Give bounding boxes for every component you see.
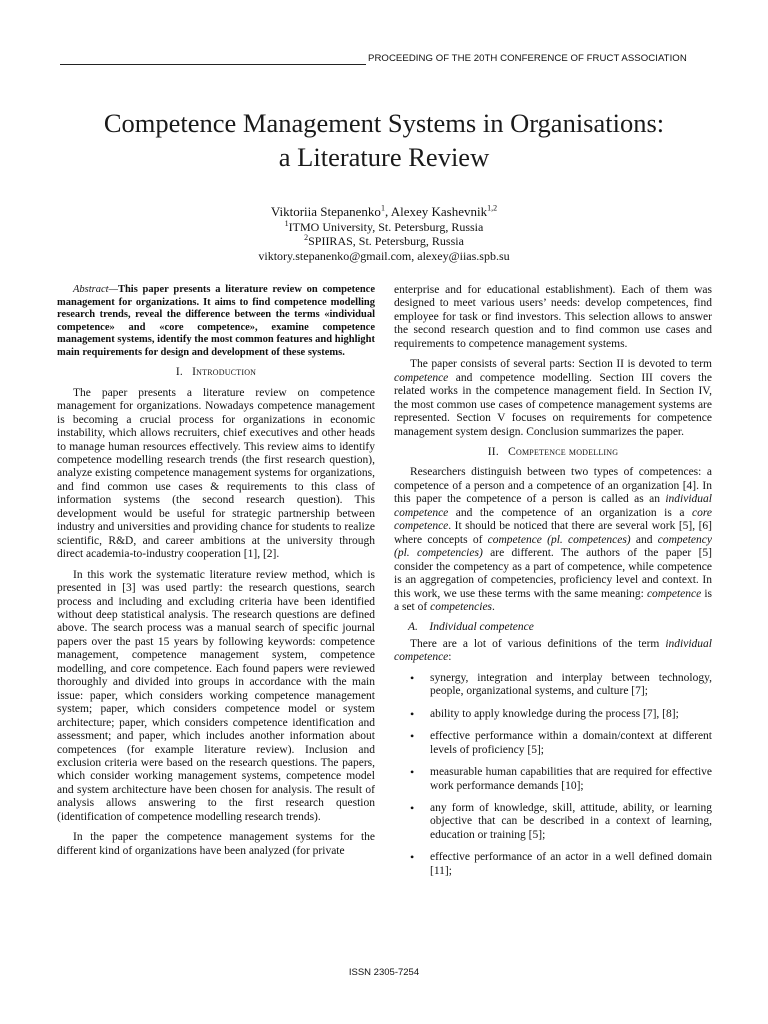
author-line (100, 205, 668, 220)
text-run: There are a lot of various definitions of the term (410, 637, 666, 650)
text-run: is a set of (394, 587, 713, 613)
paragraph: In this work the systematic literature review method, which is presented in [3] was used partly: the research questions, search process and including and excluding criteria have been identified without deep statistical analysis. The research questions are defined above. The search process was a manual search of specific journal papers over the past 15 years by following keywords: competence management, competence management system, competence modelling, and core competence. Each found papers were reviewed thoroughly and divided into groups in accordance with the main issue: paper, which considers working competence management system; paper, which considers competence model or system architecture; paper, which considers competence identification and assessment; and paper, which includes another information about competences (for example literature review). Inclusion and exclusion criteria were based on the research questions. The papers, which consider working management systems, competence model and system architecture have been chosen for analysis. The result of analysis allows answering to the first research question (identification of competence modelling research trends). (57, 568, 375, 823)
text-run-italic: competence (646, 587, 702, 600)
author-block (100, 205, 668, 263)
text-run-italic: competence (394, 371, 449, 384)
subsection-heading (408, 621, 712, 634)
affiliation (100, 234, 668, 249)
paragraph: In the paper the competence management systems for the different kind of organizations have been analyzed (for private (57, 831, 375, 857)
abstract-text: This paper presents a literature review on competence management for organizations. It aims to find competence modelling research trends, reveal the difference between the terms «individual competence» and «core competence», examine competence management systems, identify the most common features and highlight main requirements for design and development of these systems. (57, 284, 375, 358)
abstract-dash: — (108, 284, 118, 295)
text-run: . (492, 600, 495, 613)
list-item: • effective performance within a domain/context at different levels of proficiency [5]; (394, 730, 712, 757)
affiliation-text: SPIIRAS, St. Petersburg, Russia (308, 234, 464, 249)
affiliation-marker: 1 (380, 203, 385, 213)
title-line-1: Competence Management Systems in Organisations: (103, 108, 665, 138)
page-footer-issn: ISSN 2305-7254 (348, 967, 420, 978)
paragraph: enterprise and for educational establishment). Each of them was designed to meet various users’ needs: develop competences, find employee for task or find investors. This selection allows to answer the second research question and to find common use cases and requirements to competence management systems. (394, 284, 712, 350)
text-run-italic: individual competence (394, 637, 712, 664)
list-item: • synergy, integration and interplay between technology, people, organizational systems, and culture [7]; (394, 672, 712, 699)
paragraph (394, 358, 712, 439)
text-run: are different. The authors of the paper [5] consider the competency as a part of competence, while competence is an aggregation of competencies, proficiency level and context. In this work, we use these terms with the same meaning: (394, 547, 712, 600)
abstract-label: Abstract (73, 284, 109, 295)
text-run: and the competence of an organization is a (448, 506, 692, 519)
author-emails: viktory.stepanenko@gmail.com, alexey@iias.spb.su (258, 248, 510, 263)
author-separator: , (384, 204, 391, 219)
section-number: I. (175, 366, 183, 379)
header-rule (60, 64, 366, 65)
list-item: • measurable human capabilities that are required for effective work performance demands [10]; (394, 766, 712, 793)
author-name: Viktoriia Stepanenko (270, 204, 381, 219)
paragraph (394, 638, 712, 665)
section-number: II. (487, 445, 499, 458)
text-run-italic: individual competence (394, 493, 712, 519)
section-heading (57, 366, 375, 379)
affiliation-marker: 1,2 (487, 203, 498, 213)
text-run: Researchers distinguish between two types of competences: a competence of a person and a competence of an organization [4]. In this paper the competence of a person is called as an (394, 466, 712, 506)
text-run-italic: core competence (394, 506, 712, 533)
affiliation-marker: 2 (304, 233, 309, 243)
text-run: and competence modelling. Section III covers the related works in the competence management field. In Section IV, the most common use cases of competence management systems are represented. Section V focuses on requirements for competence management system design. Conclusion summarizes the paper. (394, 371, 712, 438)
text-run: . It should be noticed that there are several work [5], [6] where concepts of (394, 520, 712, 546)
subsection-title: Individual competence (429, 621, 534, 634)
paragraph: The paper presents a literature review on competence management for organizations. Nowadays competence management is becoming a crucial process for organizations in economic instability, which allows recruiters, chief executives and other heads to manage human resources effectively. This review aims to identify competence modelling research trends (the first research question), analyze existing competence management systems for organizations, and find common use cases & requirements to this class of information systems (the second research question). This development would be useful for strategic partnership between industry and universities and providing chance for students to realize scientific, R&D, and career ambitions at the university through direct academia-to-industry cooperation [1], [2]. (57, 386, 375, 561)
text-run-italic: competence (pl. competences) (487, 533, 631, 546)
left-column (57, 284, 375, 865)
affiliation-text: ITMO University, St. Petersburg, Russia (288, 219, 484, 234)
running-header: PROCEEDING OF THE 20TH CONFERENCE OF FRUCT ASSOCIATION (368, 53, 687, 64)
title-line-2: a Literature Review (278, 142, 490, 172)
text-run-italic: competencies (430, 600, 493, 613)
text-run-italic: competency (pl. competencies) (394, 533, 712, 560)
section-title: Competence modelling (508, 445, 619, 458)
section-heading (394, 446, 712, 459)
right-column (394, 284, 712, 887)
paragraph (394, 466, 712, 614)
list-item: • effective performance of an actor in a well defined domain [11]; (394, 851, 712, 878)
text-run: The paper consists of several parts: Section II is devoted to term (410, 358, 712, 371)
text-run: and (630, 533, 658, 546)
paper-title (40, 106, 728, 174)
definition-list (394, 672, 712, 878)
author-name: Alexey Kashevnik (390, 204, 488, 219)
subsection-letter: A. (408, 621, 418, 634)
affiliation (100, 220, 668, 235)
list-item: • ability to apply knowledge during the process [7], [8]; (394, 708, 712, 721)
affiliation-marker: 1 (284, 218, 289, 228)
section-title: Introduction (192, 366, 257, 379)
list-item: • any form of knowledge, skill, attitude, ability, or learning objective that can be described in a context of learning, education or training [5]; (394, 802, 712, 842)
abstract (57, 284, 375, 359)
text-run: : (448, 651, 452, 664)
